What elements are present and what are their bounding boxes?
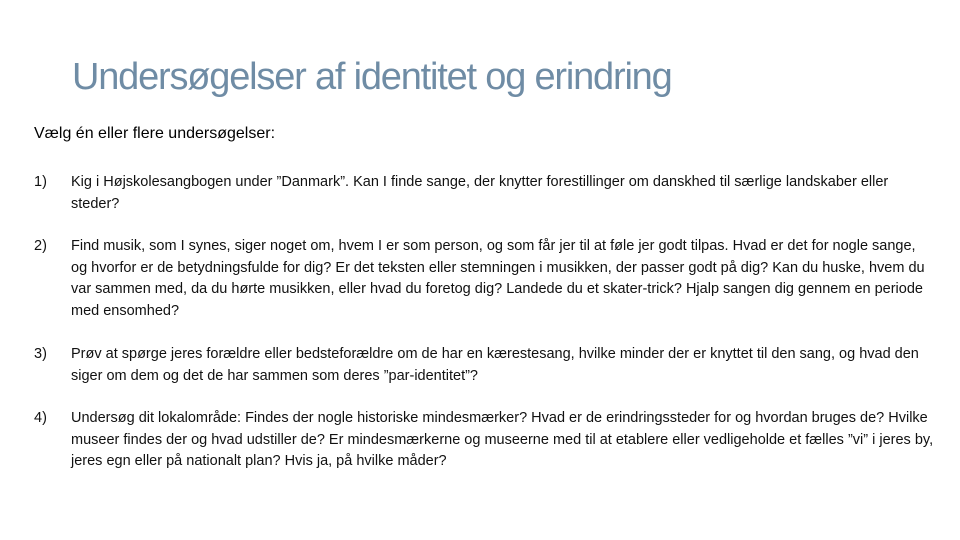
item-number: 4)	[34, 410, 47, 426]
list-item	[34, 344, 934, 387]
item-text: Kig i Højskolesangbogen under ”Danmark”. Kan I finde sange, der knytter forestillinger om danskhed til særlige landskaber eller steder?	[71, 174, 889, 212]
list-item	[34, 408, 934, 473]
item-number: 2)	[34, 238, 47, 254]
item-text: Undersøg dit lokalområde: Findes der nogle historiske mindesmærker? Hvad er de erindringssteder for og hvordan bruges de? Hvilke museer findes der og hvad udstiller de? Er mindesmærkerne og museerne med til at etablere eller vedligeholde et fælles ”vi” i jeres by, jeres egn eller på nationalt plan? Hvis ja, på hvilke måder?	[71, 410, 934, 469]
item-number: 3)	[34, 346, 47, 362]
item-text: Find musik, som I synes, siger noget om, hvem I er som person, og som får jer til at føle jer godt tilpas. Hvad er det for nogle sange, og hvorfor er de betydningsfulde for dig? Er det teksten eller stemningen i musikken, der passer godt på dig? Kan du huske, hvem du var sammen med, da du hørte musikken, eller hvad du foretog dig? Landede du et skater-trick? Hjalp sangen dig gennem en periode med ensomhed?	[71, 238, 925, 319]
list-item	[34, 172, 934, 215]
item-text: Prøv at spørge jeres forældre eller bedsteforældre om de har en kærestesang, hvilke minder der er knyttet til den sang, og hvad den siger om dem og det de har sammen som deres ”par-identitet”?	[71, 346, 919, 384]
list-item	[34, 236, 934, 322]
item-number: 1)	[34, 174, 47, 190]
intro-text: Vælg én eller flere undersøgelser:	[34, 125, 276, 142]
slide-title: Undersøgelser af identitet og erindring	[72, 56, 672, 98]
